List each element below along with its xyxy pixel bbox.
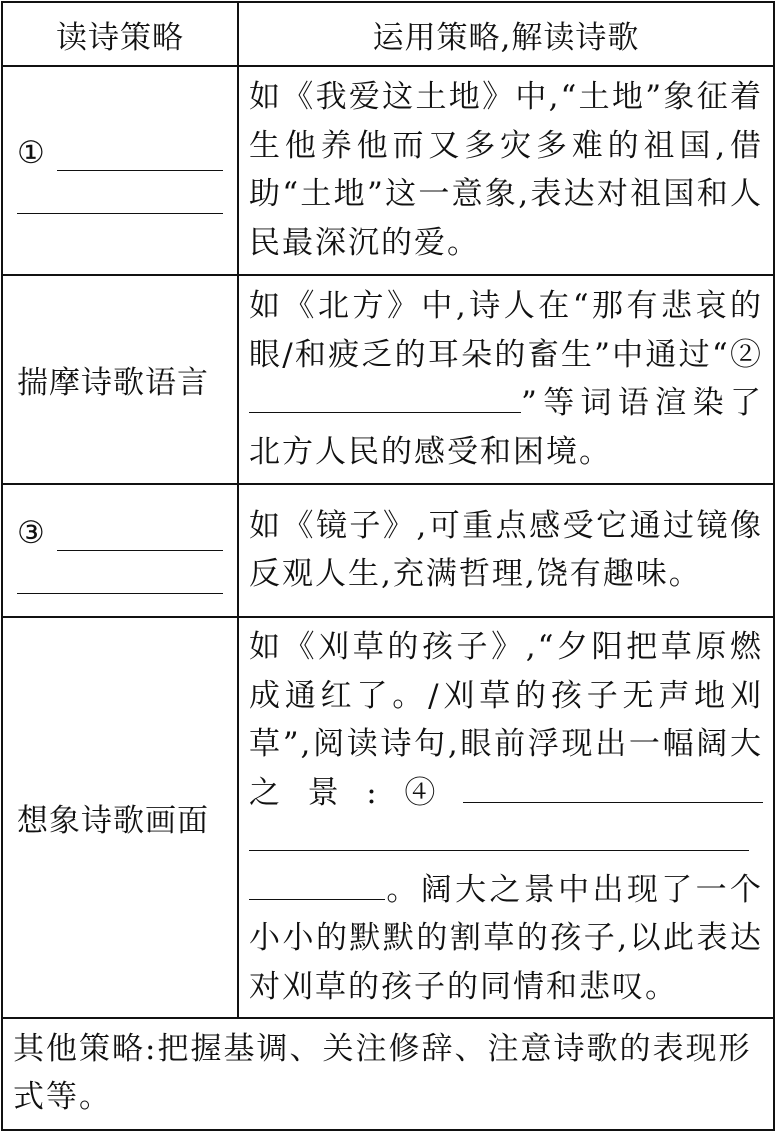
other-strategies-note: 其他策略:把握基调、关注修辞、注意诗歌的表现形式等。 bbox=[2, 1018, 774, 1130]
blank-marker-1: ① bbox=[17, 135, 45, 171]
example-cell: 如《我爱这土地》中,“土地”象征着生他养他而又多灾多难的祖国,借助“土地”这一意象,表达对祖国和人民最深沉的爱。 bbox=[238, 66, 774, 275]
example-cell bbox=[238, 275, 774, 484]
table-row bbox=[2, 484, 774, 617]
header-application: 运用策略,解读诗歌 bbox=[238, 2, 774, 66]
table-row bbox=[2, 66, 774, 275]
example-text-part: 如《北方》中,诗人在“那有悲哀的眼/和疲乏的耳朵的畜生”中通过“② bbox=[249, 288, 763, 373]
answer-blank-2[interactable] bbox=[249, 381, 521, 413]
strategy-label: 想象诗歌画面 bbox=[2, 617, 238, 1018]
answer-blank-1b[interactable] bbox=[17, 177, 223, 214]
strategy-cell-blank-1 bbox=[2, 66, 238, 275]
answer-blank-4a[interactable] bbox=[463, 771, 763, 803]
example-cell bbox=[238, 617, 774, 1018]
answer-blank-4c[interactable] bbox=[249, 868, 385, 900]
answer-blank-3a[interactable] bbox=[57, 520, 223, 551]
strategy-cell-blank-3 bbox=[2, 484, 238, 617]
example-text-part: 如《刈草的孩子》,“夕阳把草原燃成通红了。/刈草的孩子无声地刈草”,阅读诗句,眼前浮现出一幅阔大之景:④ bbox=[249, 629, 763, 811]
strategy-label: 揣摩诗歌语言 bbox=[2, 275, 238, 484]
example-text-part: ”等词语渲染了北方人民的感受和困境。 bbox=[249, 385, 763, 470]
example-cell: 如《镜子》,可重点感受它通过镜像反观人生,充满哲理,饶有趣味。 bbox=[238, 484, 774, 617]
table-header-row bbox=[2, 2, 774, 66]
blank-marker-3: ③ bbox=[17, 515, 45, 551]
table-row bbox=[2, 617, 774, 1018]
example-text-part: 。阔大之景中出现了一个小小的默默的割草的孩子,以此表达对刈草的孩子的同情和悲叹。 bbox=[249, 871, 763, 1005]
table-footer-row bbox=[2, 1018, 774, 1130]
answer-blank-4b[interactable] bbox=[249, 819, 749, 851]
answer-blank-1a[interactable] bbox=[57, 140, 223, 171]
answer-blank-3b[interactable] bbox=[17, 557, 223, 594]
header-strategy: 读诗策略 bbox=[2, 2, 238, 66]
table-row bbox=[2, 275, 774, 484]
reading-strategy-table bbox=[1, 1, 775, 1131]
